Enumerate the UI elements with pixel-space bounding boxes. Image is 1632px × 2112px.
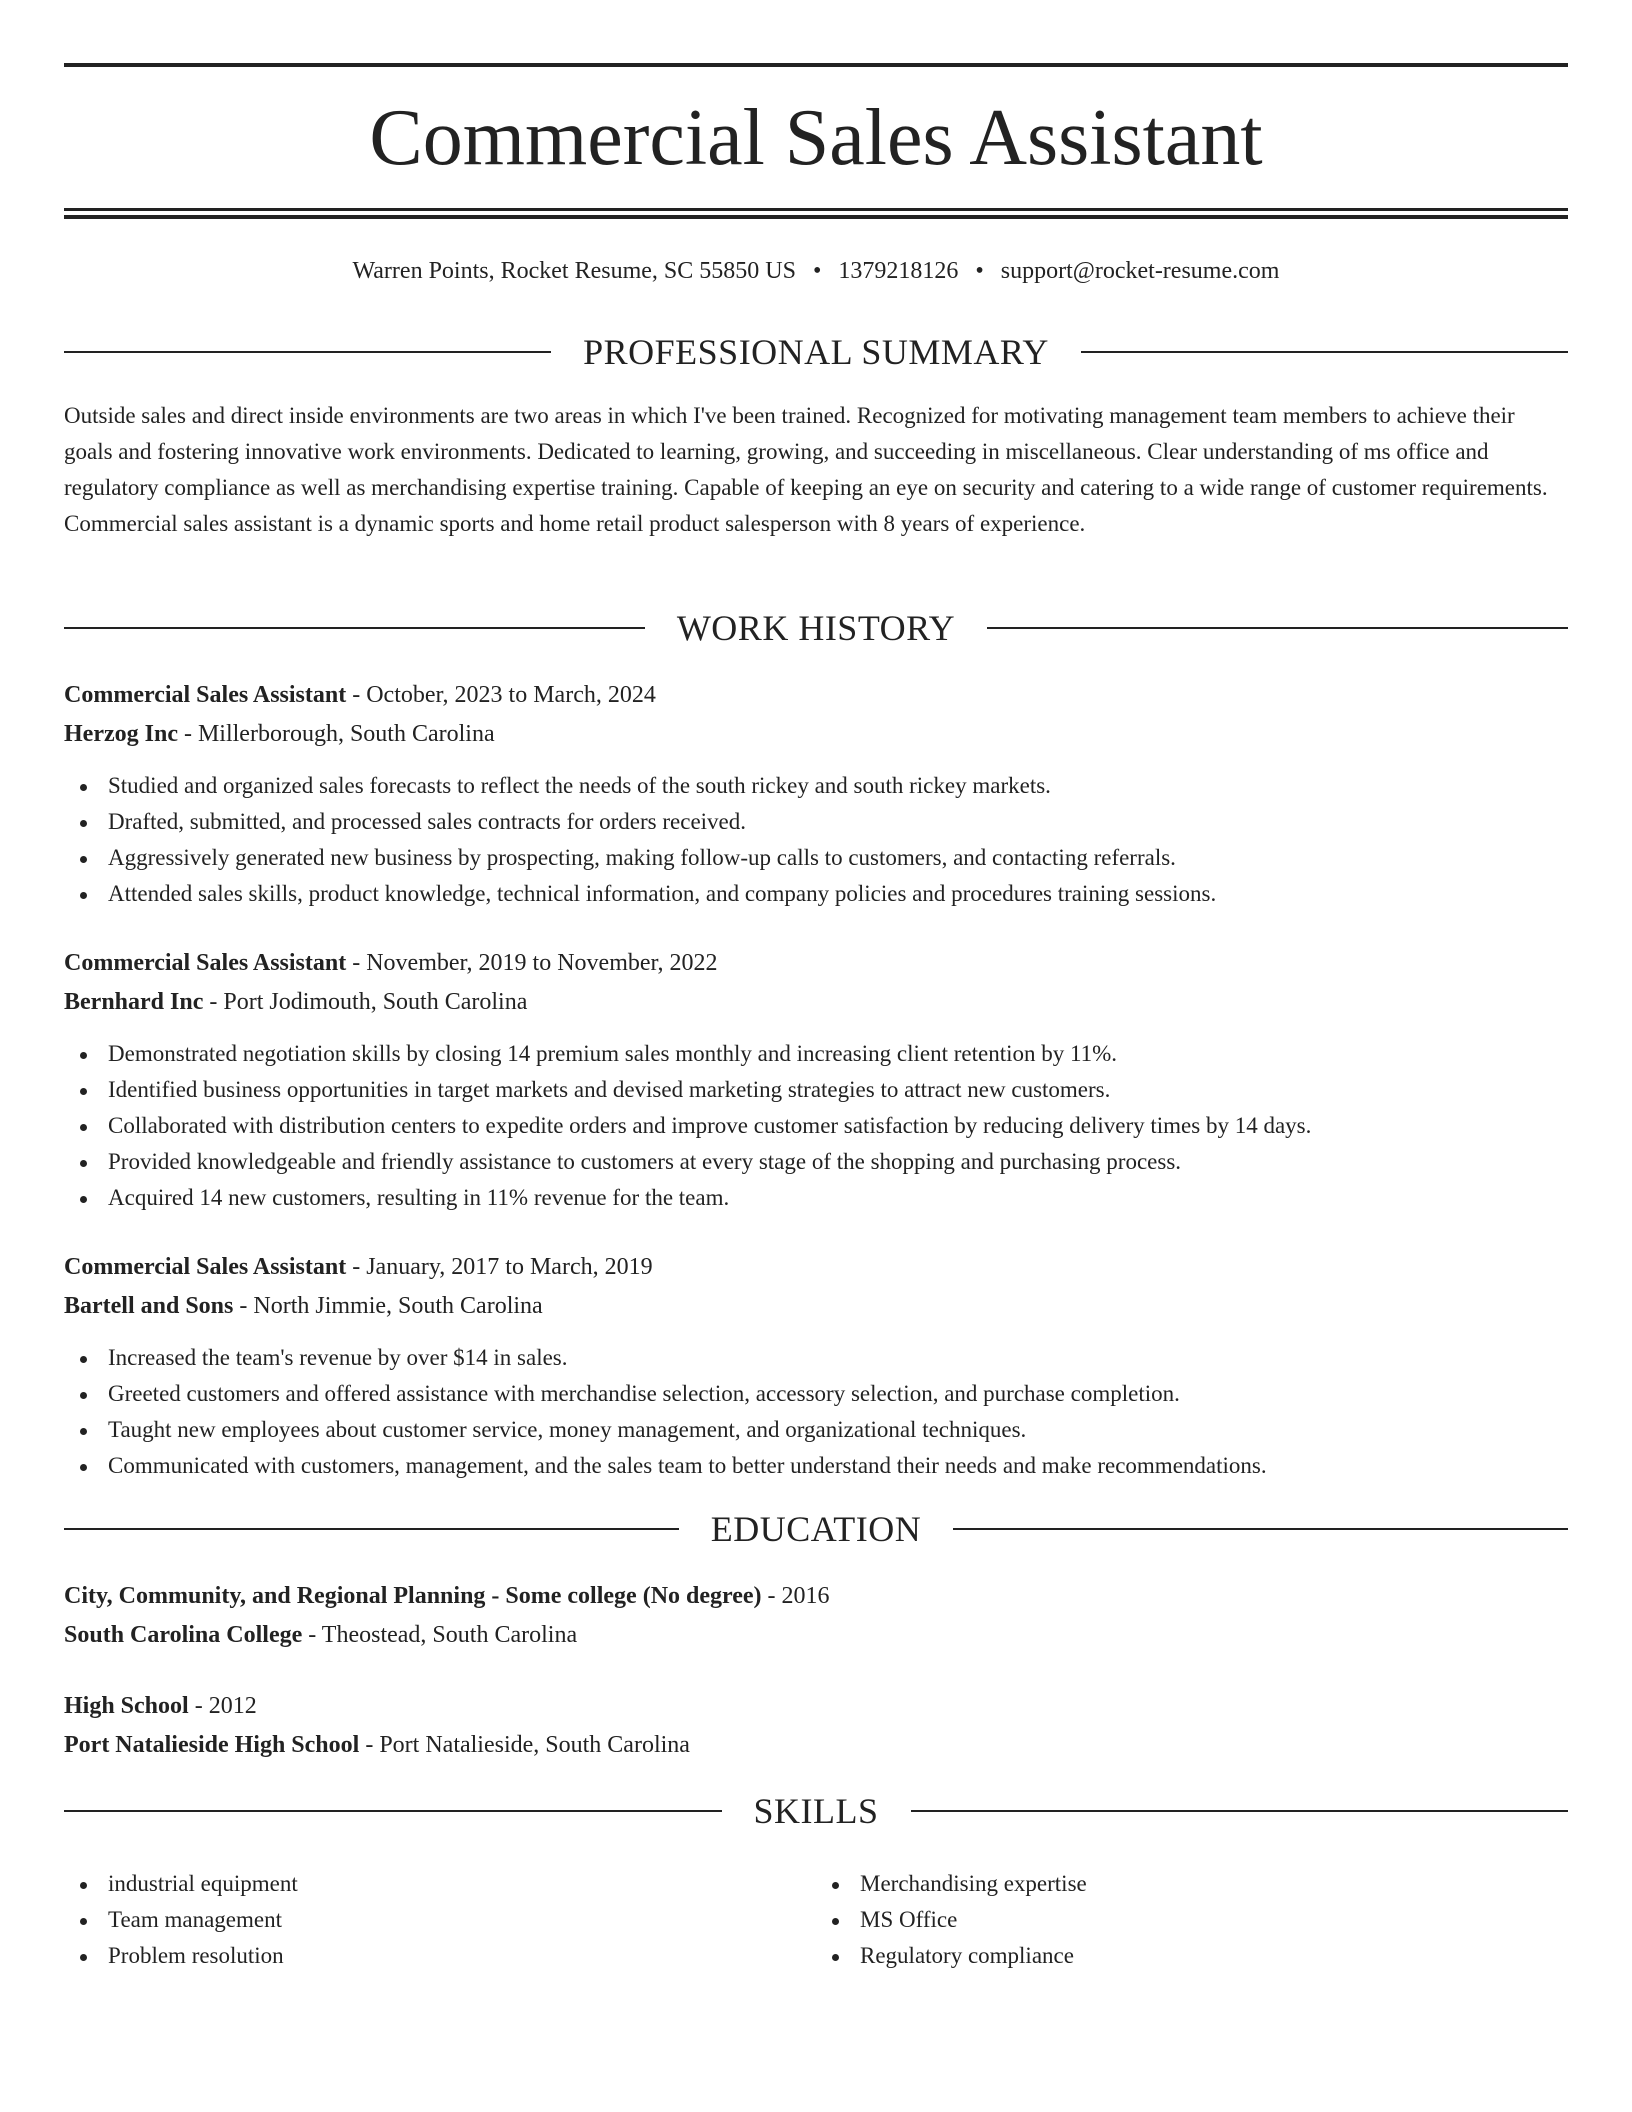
school-location: - Port Natalieside, South Carolina [359, 1732, 690, 1758]
list-item: Studied and organized sales forecasts to reflect the needs of the south rickey and south rickey markets. [108, 768, 1568, 804]
job-company-line [64, 983, 1568, 1022]
heading-rule-right [953, 1528, 1568, 1530]
education-heading-label: EDUCATION [710, 1509, 922, 1549]
list-item: Attended sales skills, product knowledge, technical information, and company policies and procedures training sessions. [108, 876, 1568, 912]
contact-separator: • [812, 258, 822, 284]
job-title-line [64, 1248, 1568, 1287]
degree-year: - 2012 [188, 1693, 257, 1719]
job-location: - North Jimmie, South Carolina [233, 1293, 543, 1319]
degree-line [64, 1687, 1568, 1726]
job-dates: - October, 2023 to March, 2024 [346, 682, 656, 708]
degree-name: High School [64, 1693, 189, 1719]
skill-item: Team management [108, 1902, 816, 1938]
work-history-heading [64, 606, 1568, 650]
resume-title: Commercial Sales Assistant [369, 94, 1263, 182]
heading-rule-right [911, 1810, 1569, 1812]
school-name: Port Natalieside High School [64, 1732, 360, 1758]
list-item: Increased the team's revenue by over $14 in sales. [108, 1340, 1568, 1376]
list-item: Collaborated with distribution centers to expedite orders and improve customer satisfaction by reducing delivery times by 14 days. [108, 1108, 1568, 1144]
heading-rule-right [1081, 351, 1568, 353]
list-item: Acquired 14 new customers, resulting in 11% revenue for the team. [108, 1180, 1568, 1216]
school-name: South Carolina College [64, 1622, 303, 1648]
job-dates: - January, 2017 to March, 2019 [346, 1254, 653, 1280]
list-item: Drafted, submitted, and processed sales contracts for orders received. [108, 804, 1568, 840]
list-item: Communicated with customers, management, and the sales team to better understand their needs and make recommendations. [108, 1448, 1568, 1484]
heading-rule-left [64, 1528, 679, 1530]
school-line [64, 1726, 1568, 1765]
job-title: Commercial Sales Assistant [64, 950, 347, 976]
school-location: - Theostead, South Carolina [302, 1622, 578, 1648]
degree-name: City, Community, and Regional Planning - Some college (No degree) [64, 1583, 762, 1609]
education-entry-1 [64, 1577, 1568, 1655]
contact-phone: 1379218126 [838, 258, 959, 284]
job-title: Commercial Sales Assistant [64, 682, 347, 708]
degree-year: - 2016 [761, 1583, 830, 1609]
job-dates: - November, 2019 to November, 2022 [346, 950, 718, 976]
skill-item: Merchandising expertise [860, 1866, 1568, 1902]
heading-rule-left [64, 627, 645, 629]
list-item: Taught new employees about customer service, money management, and organizational techniques. [108, 1412, 1568, 1448]
degree-line [64, 1577, 1568, 1616]
title-divider-upper [64, 208, 1568, 211]
job-entry-1 [64, 676, 1568, 912]
list-item: Demonstrated negotiation skills by closing 14 premium sales monthly and increasing client retention by 11%. [108, 1036, 1568, 1072]
summary-text: Outside sales and direct inside environments are two areas in which I've been trained. Recognized for motivating management team members to achieve their goals and fostering innovative work environments. Dedicated to learning, growing, and succeeding in miscellaneous. Clear understanding of ms office and regulatory compliance as well as merchandising expertise training. Capable of keeping an eye on security and catering to a wide range of customer requirements. Commercial sales assistant is a dynamic sports and home retail product salesperson with 8 years of experience. [64, 403, 1548, 536]
top-divider [64, 63, 1568, 67]
job-title-line [64, 676, 1568, 715]
heading-rule-right [987, 627, 1568, 629]
summary-heading-label: PROFESSIONAL SUMMARY [583, 332, 1049, 372]
skills-list-right [816, 1866, 1568, 1974]
work-history-heading-label: WORK HISTORY [676, 608, 956, 648]
job-company-line [64, 1287, 1568, 1326]
job-duties-list [64, 1340, 1568, 1484]
job-company: Bartell and Sons [64, 1293, 234, 1319]
skill-item: MS Office [860, 1902, 1568, 1938]
list-item: Greeted customers and offered assistance with merchandise selection, accessory selection, and purchase completion. [108, 1376, 1568, 1412]
job-company-line [64, 715, 1568, 754]
job-company: Bernhard Inc [64, 989, 204, 1015]
job-location: - Port Jodimouth, South Carolina [203, 989, 528, 1015]
heading-rule-left [64, 351, 551, 353]
job-entry-3 [64, 1248, 1568, 1484]
contact-address: Warren Points, Rocket Resume, SC 55850 US [352, 258, 796, 284]
skills-columns [64, 1866, 1568, 1974]
job-location: - Millerborough, South Carolina [177, 721, 495, 747]
job-title-line [64, 944, 1568, 983]
school-line [64, 1616, 1568, 1655]
skill-item: Regulatory compliance [860, 1938, 1568, 1974]
summary-heading [64, 330, 1568, 374]
skills-heading [64, 1789, 1568, 1833]
contact-separator: • [975, 258, 984, 284]
contact-email: support@rocket-resume.com [1000, 258, 1280, 284]
contact-line [64, 255, 1568, 287]
skills-heading-label: SKILLS [753, 1791, 879, 1831]
skill-item: Problem resolution [108, 1938, 816, 1974]
education-entry-2 [64, 1687, 1568, 1765]
job-entry-2 [64, 944, 1568, 1216]
job-title: Commercial Sales Assistant [64, 1254, 347, 1280]
skills-list-left [64, 1866, 816, 1974]
job-company: Herzog Inc [64, 721, 178, 747]
education-heading [64, 1507, 1568, 1551]
list-item: Aggressively generated new business by prospecting, making follow-up calls to customers, and contacting referrals. [108, 840, 1568, 876]
title-divider-lower [64, 215, 1568, 219]
list-item: Identified business opportunities in target markets and devised marketing strategies to attract new customers. [108, 1072, 1568, 1108]
heading-rule-left [64, 1810, 722, 1812]
job-duties-list [64, 1036, 1568, 1216]
list-item: Provided knowledgeable and friendly assistance to customers at every stage of the shopping and purchasing process. [108, 1144, 1568, 1180]
skill-item: industrial equipment [108, 1866, 816, 1902]
job-duties-list [64, 768, 1568, 912]
